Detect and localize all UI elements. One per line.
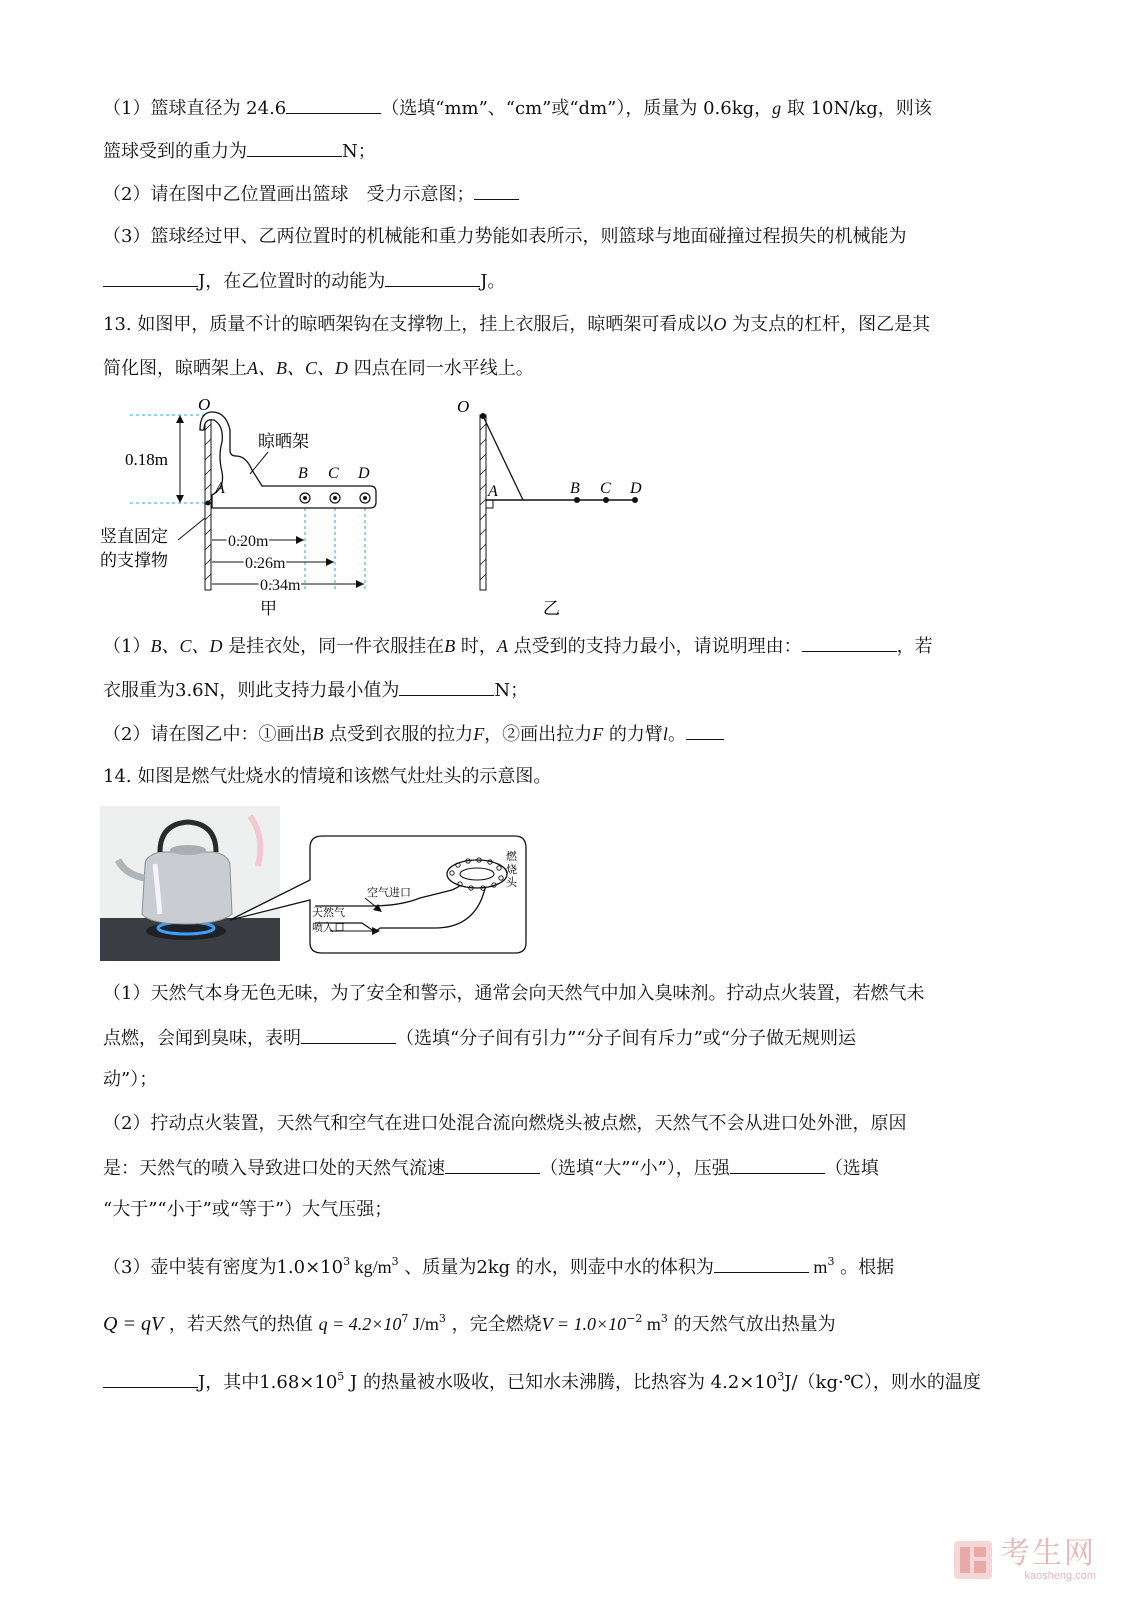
answer-blank[interactable] <box>714 1254 809 1273</box>
text: N； <box>342 141 376 162</box>
q14-part3-line1 <box>103 1250 894 1280</box>
text: 是：天然气的喷入导致进口处的天然气流速 <box>103 1158 445 1179</box>
q13-intro-line2 <box>103 356 534 381</box>
text: F <box>592 724 604 744</box>
answer-blank[interactable] <box>802 633 897 652</box>
burner-label-1: 燃 <box>506 850 517 863</box>
text: m <box>642 1314 661 1334</box>
watermark <box>952 1538 1096 1582</box>
answer-blank[interactable] <box>247 138 342 157</box>
q12-part3-line2 <box>103 268 505 294</box>
dist-label-3: 0.34m <box>260 577 301 594</box>
text: l <box>662 724 668 744</box>
q13-part1-line2 <box>103 677 528 703</box>
burner-label-3: 头 <box>506 876 517 889</box>
text: 3 <box>827 1255 835 1268</box>
text: J/（kg·℃），则水的温度 <box>784 1372 981 1393</box>
air-inlet-label: 空气进口 <box>367 886 411 899</box>
arrow-head <box>176 415 184 423</box>
watermark-text: 考生网 <box>1000 1537 1096 1570</box>
q13-part2 <box>103 721 724 747</box>
text: 时， <box>455 636 497 657</box>
text: 点燃，会闻到臭味，表明 <box>103 1028 301 1049</box>
gas-inlet-label-1: 天然气 <box>312 906 345 919</box>
burner-head-inner <box>460 868 494 880</box>
answer-blank[interactable] <box>301 1025 396 1044</box>
text: （1）天然气本身无色无味，为了安全和警示，通常会向天然气中加入臭味剂。拧动点火装置，若燃气未 <box>103 983 925 1004</box>
label-o: O <box>457 397 470 416</box>
text: 四点在同一水平线上。 <box>348 358 534 379</box>
text: g <box>772 98 782 118</box>
label-b: B <box>570 480 580 497</box>
text: A、B、C、D <box>247 358 348 378</box>
text: （选填“大”“小”），压强 <box>540 1158 730 1179</box>
answer-blank[interactable] <box>286 95 381 114</box>
answer-blank[interactable] <box>474 181 519 200</box>
text: （2）拧动点火装置，天然气和空气在进口处混合流向燃烧头被点燃，天然气不会从进口处外泄，原因 <box>103 1113 907 1134</box>
text: B、C、D <box>150 636 223 656</box>
q12-part3-line1 <box>103 225 906 249</box>
text: F <box>473 724 485 744</box>
text: N； <box>494 680 529 701</box>
q14-part2-line3 <box>103 1198 392 1222</box>
text: ，若天然气的热值 <box>163 1314 319 1335</box>
text: “大于”“小于”或“等于”）大气压强； <box>103 1199 393 1220</box>
q14-part2-line1 <box>103 1112 906 1136</box>
text: J，在乙位置时的动能为 <box>198 271 386 292</box>
text: 的力臂 <box>603 724 663 745</box>
q12-part1-line1 <box>103 95 932 121</box>
text: 3 <box>343 1255 351 1268</box>
text: 14. 如图是燃气灶烧水的情境和该燃气灶灶头的示意图。 <box>103 766 552 787</box>
label-d: D <box>630 480 642 497</box>
text: 的天然气放出热量为 <box>667 1314 836 1335</box>
label-d: D <box>358 465 370 482</box>
watermark-logo-icon <box>952 1539 994 1581</box>
text: Q = qV <box>103 1313 164 1335</box>
support-label-1: 竖直固定 <box>100 527 168 547</box>
figure-yi <box>455 390 675 620</box>
text: （3）壶中装有密度为1.0×10 <box>103 1257 344 1278</box>
text: V = 1.0×10 <box>541 1314 627 1334</box>
q14-intro <box>103 765 551 789</box>
answer-blank[interactable] <box>399 677 494 696</box>
q14-part3-line2 <box>103 1307 836 1337</box>
text: 为支点的杠杆，图乙是其 <box>726 314 931 335</box>
text: （1）篮球直径为 24.6 <box>103 98 287 119</box>
support-leader <box>178 518 205 540</box>
answer-blank[interactable] <box>445 1155 540 1174</box>
text: （2）请在图中乙位置画出篮球 受力示意图； <box>103 184 475 205</box>
text: −2 <box>626 1312 643 1325</box>
text: 衣服重为3.6N，则此支持力最小值为 <box>103 680 400 701</box>
text: 。 <box>667 724 686 745</box>
text: （选填“mm”、“cm”或“dm”），质量为 0.6kg， <box>381 98 773 119</box>
dist-label-1: 0.20m <box>228 533 269 550</box>
point-b <box>574 497 580 503</box>
point-d <box>632 497 638 503</box>
point-c <box>603 497 609 503</box>
text: （选填“分子间有引力”“分子间有斥力”或“分子做无规则运 <box>396 1028 857 1049</box>
height-label: 0.18m <box>125 450 168 469</box>
label-a: A <box>488 483 498 500</box>
text: 动”）； <box>103 1069 158 1090</box>
watermark-url: kaosheng.com <box>1024 1570 1096 1582</box>
caption-jia: 甲 <box>260 599 277 619</box>
text: 、质量为2kg 的水，则壶中水的体积为 <box>398 1257 714 1278</box>
text: （3）篮球经过甲、乙两位置时的机械能和重力势能如表所示，则篮球与地面碰撞过程损失的机械能为 <box>103 226 907 247</box>
text: m <box>808 1257 828 1277</box>
text: q = 4.2×10 <box>318 1314 402 1334</box>
q14-part1-line2 <box>103 1025 856 1051</box>
text: 篮球受到的重力为 <box>103 141 247 162</box>
rack-leader <box>250 452 268 474</box>
text: 3 <box>777 1370 785 1383</box>
text: 点受到衣服的拉力 <box>323 724 474 745</box>
label-c: C <box>328 465 339 482</box>
label-a: A <box>215 480 225 497</box>
gas-inlet-label-2: 喷入口 <box>312 921 345 934</box>
text: 3 <box>438 1312 446 1325</box>
label-o: O <box>198 395 211 414</box>
rack-label: 晾晒架 <box>258 432 309 452</box>
q14-part2-line2 <box>103 1155 879 1181</box>
text: 3 <box>391 1255 399 1268</box>
dist-label-2: 0.26m <box>245 555 286 572</box>
answer-blank[interactable] <box>385 268 480 287</box>
text: ，若 <box>896 636 933 657</box>
text: 是挂衣处，同一件衣服挂在 <box>222 636 445 657</box>
text: 3 <box>660 1312 668 1325</box>
caption-yi: 乙 <box>543 599 560 619</box>
q13-part1-line1 <box>103 633 933 659</box>
text: 简化图，晾晒架上 <box>103 358 247 379</box>
q13-intro-line1 <box>103 312 930 337</box>
text: 点受到的支持力最小，请说明理由： <box>507 636 802 657</box>
text: B <box>444 636 456 656</box>
label-c: C <box>600 480 611 497</box>
text: ，②画出拉力 <box>484 724 593 745</box>
burner-diagram <box>230 828 530 963</box>
answer-blank[interactable] <box>103 1369 198 1388</box>
burner <box>146 922 226 940</box>
text: （选填 <box>824 1158 879 1179</box>
text: J 的热量被水吸收，已知水未沸腾，比热容为 4.2×10 <box>344 1372 778 1393</box>
q12-part2 <box>103 181 519 207</box>
text: 7 <box>401 1312 409 1325</box>
label-b: B <box>298 465 308 482</box>
figure-jia <box>100 390 400 620</box>
answer-blank[interactable] <box>103 268 198 287</box>
text: 13. 如图甲，质量不计的晾晒架钩在支撑物上，挂上衣服后，晾晒架可看成以 <box>103 314 714 335</box>
text: ，完全燃烧 <box>445 1314 542 1335</box>
text: O <box>713 314 727 334</box>
text: J，其中1.68×10 <box>198 1372 338 1393</box>
point-a <box>206 501 211 506</box>
text: （2）请在图乙中：①画出 <box>103 724 313 745</box>
text: 。根据 <box>834 1257 895 1278</box>
q12-part1-line2 <box>103 138 376 164</box>
text: 5 <box>337 1370 345 1383</box>
arrow-head <box>176 495 184 503</box>
text: J/m <box>408 1314 439 1334</box>
kettle-lid <box>170 845 206 855</box>
text: 取 10N/kg，则该 <box>781 98 932 119</box>
burner-label-2: 烧 <box>506 863 517 876</box>
right-angle-mark <box>486 500 493 508</box>
rack-shape <box>200 412 376 508</box>
answer-blank[interactable] <box>686 721 724 740</box>
q14-part3-line3 <box>103 1365 981 1395</box>
q14-part1-line3 <box>103 1068 157 1092</box>
text: （1） <box>103 636 151 657</box>
support-label-2: 的支撑物 <box>100 551 168 571</box>
text: J。 <box>480 271 506 292</box>
text: A <box>496 636 508 656</box>
text: B <box>312 724 324 744</box>
q14-part1-line1 <box>103 982 924 1006</box>
text: kg/m <box>350 1257 392 1277</box>
answer-blank[interactable] <box>730 1155 825 1174</box>
